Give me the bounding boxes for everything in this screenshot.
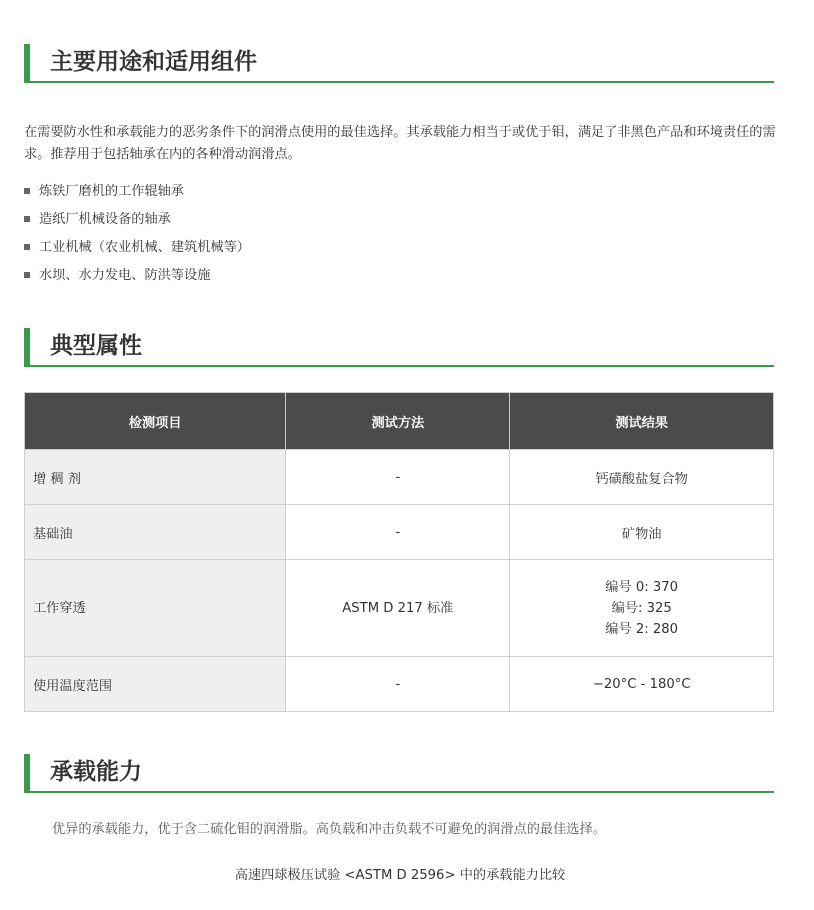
usage-list (24, 178, 250, 290)
table-cell-item: 增 稠 剂 (25, 450, 286, 505)
table-row (25, 657, 774, 712)
section-heading-load (24, 754, 774, 793)
table-cell-item: 基础油 (25, 505, 286, 560)
table-cell-result: −20°C - 180°C (510, 657, 774, 712)
table-cell-method: - (286, 505, 510, 560)
intro-paragraph: 在需要防水性和承载能力的恶劣条件下的润滑点使用的最佳选择。其承载能力相当于或优于钼，满足了非黑色产品和环境责任的需求。推荐用于包括轴承在内的各种滑动润滑点。 (24, 125, 776, 162)
table-cell-result: 钙磺酸盐复合物 (510, 450, 774, 505)
section-heading-properties (24, 328, 774, 367)
list-item (24, 206, 250, 234)
list-item (24, 234, 250, 262)
table-cell-item: 使用温度范围 (25, 657, 286, 712)
table-cell-method: - (286, 450, 510, 505)
column-header-item: 检测项目 (25, 393, 286, 450)
bullet-square-icon (24, 216, 30, 222)
result-line: 编号 0: 370 (605, 579, 679, 595)
column-header-method: 测试方法 (286, 393, 510, 450)
table-cell-method: ASTM D 217 标准 (286, 560, 510, 657)
table-row (25, 560, 774, 657)
table-cell-result (510, 560, 774, 657)
list-item (24, 178, 250, 206)
list-item-text: 水坝、水力发电、防洪等设施 (39, 268, 211, 283)
list-item-text: 造纸厂机械设备的轴承 (39, 212, 171, 227)
result-line: 编号 2: 280 (605, 621, 679, 637)
table-cell-result: 矿物油 (510, 505, 774, 560)
chart-caption: 高速四球极压试验 <ASTM D 2596> 中的承载能力比较 (234, 868, 566, 883)
table-header-row (25, 393, 774, 450)
table-row (25, 505, 774, 560)
section-title-usage: 主要用途和适用组件 (50, 49, 257, 75)
column-header-result: 测试结果 (510, 393, 774, 450)
bullet-square-icon (24, 272, 30, 278)
list-item-text: 工业机械（农业机械、建筑机械等） (39, 240, 250, 255)
result-line: 编号: 325 (611, 600, 672, 616)
load-capacity-paragraph: 优异的承载能力，优于含二硫化钼的润滑脂。高负载和冲击负载不可避免的润滑点的最佳选择。 (52, 822, 606, 837)
section-heading-usage (24, 44, 774, 83)
bullet-square-icon (24, 244, 30, 250)
table-row (25, 450, 774, 505)
list-item (24, 262, 250, 290)
table-cell-method: - (286, 657, 510, 712)
list-item-text: 炼铁厂磨机的工作辊轴承 (39, 184, 185, 199)
section-title-properties: 典型属性 (50, 333, 142, 359)
table-cell-item: 工作穿透 (25, 560, 286, 657)
bullet-square-icon (24, 188, 30, 194)
properties-table (24, 392, 774, 712)
section-title-load: 承载能力 (50, 759, 142, 785)
